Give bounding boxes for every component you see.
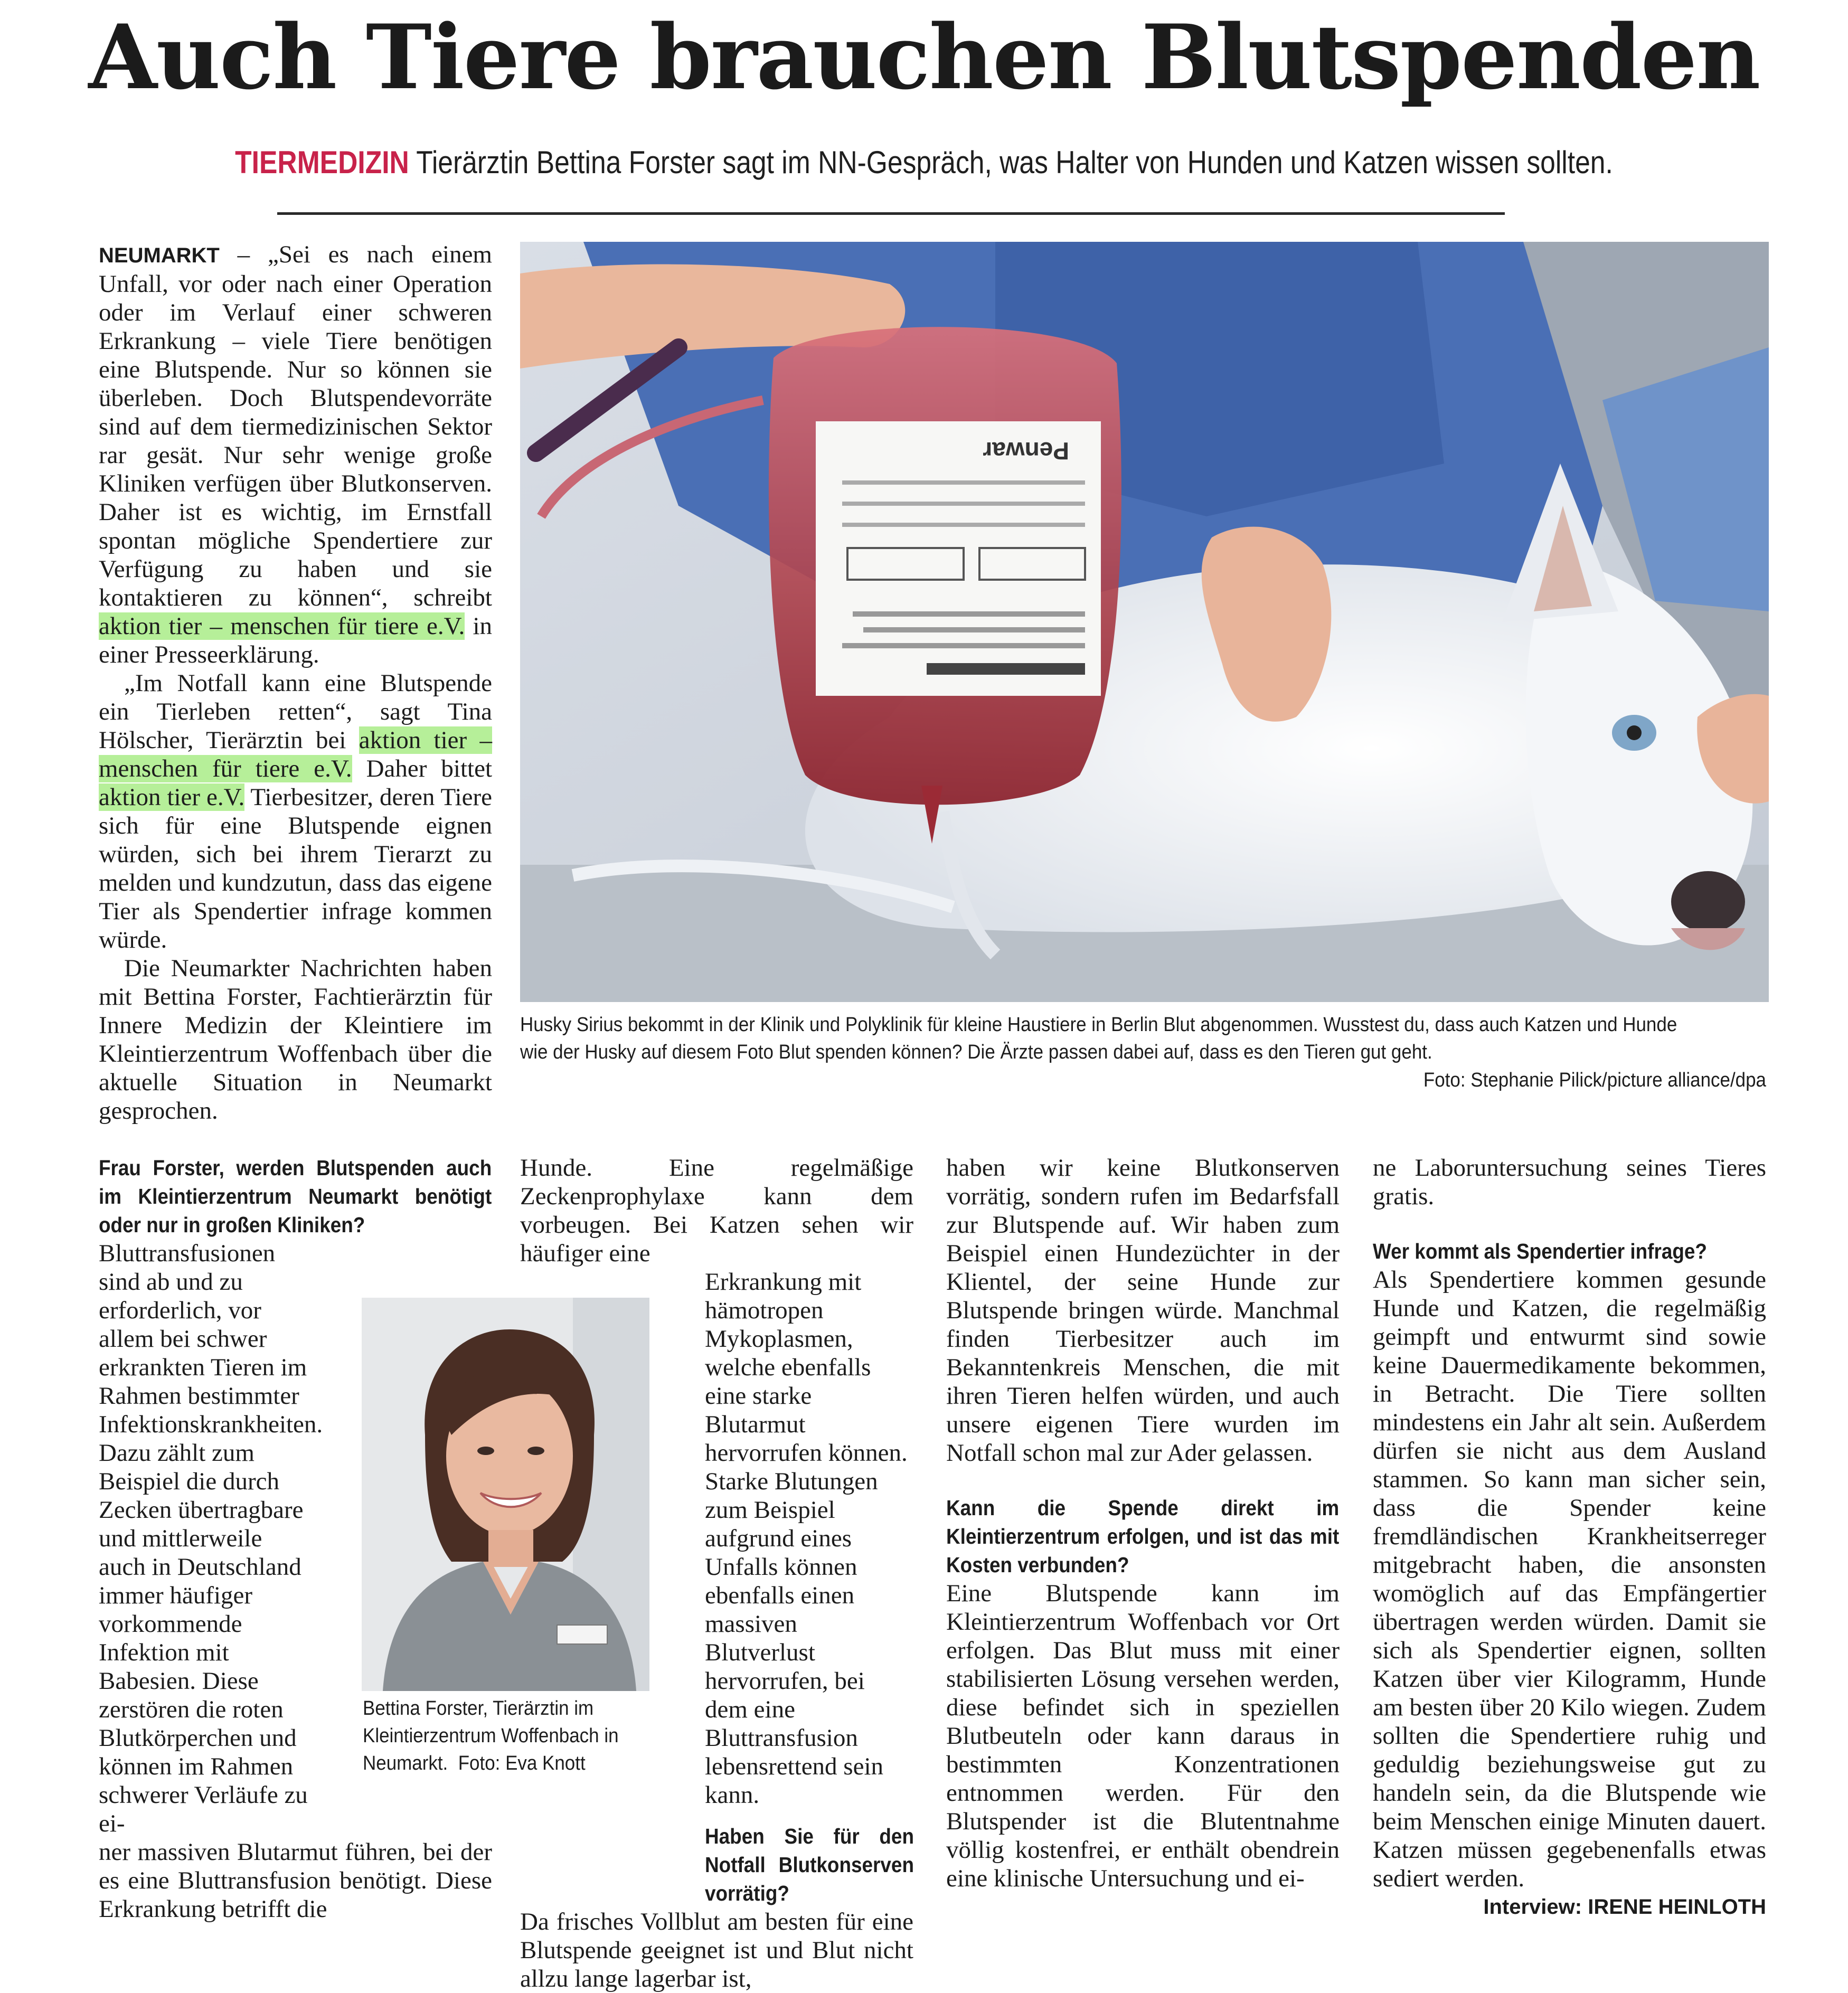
bag-label: Penwar xyxy=(983,437,1069,465)
title-rule xyxy=(277,212,1505,215)
intro-paragraph-3: Die Neumarkter Nachrichten haben mit Bettina Forster, Fachtierärztin für Innere Medizin der Kleintiere im Kleintierzentrum Woffenbach über die aktuelle Situation in Neumarkt gesprochen. xyxy=(99,955,492,1125)
answer-1-col2-wide: Hunde. Eine regelmäßige Zeckenprophylaxe kann dem vorbeugen. Bei Katzen sehen wir häufiger eine xyxy=(520,1154,913,1267)
husky-photo xyxy=(520,242,1769,1002)
photo-caption: Husky Sirius bekommt in der Klinik und Polyklinik für kleine Haustiere in Berlin Blut abgenommen. Wusstest du, dass auch Katzen und Hunde wie der Husky auf diesem Foto Blut spenden können? Die Ärzte passen dabei auf, dass es den Tieren gut geht. xyxy=(520,1014,1677,1063)
subline xyxy=(129,141,1719,184)
kicker: TIERMEDIZIN xyxy=(235,145,409,180)
answer-4: Als Spendertiere kommen gesunde Hunde und Katzen, die regelmäßig geimpft und entwurmt sind sowie keine Dauermedikamente bekommen, in Betracht. Die Tiere sollten mindestens ein Jahr alt sein. Außerdem dürfen sie nicht aus dem Ausland stammen. So kann man sicher sein, dass die Spender keine fremdländischen Krankheitserreger mitgebracht haben, die ansonsten womöglich auf das Empfängertier übertragen werden würden. Damit sie sich als Spendertier eignen, sollten Katzen über vier Kilogramm, Hunde am besten über 20 Kilo wiegen. Zudem sollten die Spendertiere ruhig und geduldig beziehungsweise gut zu handeln sein, da die Blutspende wie beim Menschen einige Minuten dauert. Katzen müssen gegebenenfalls etwas sediert werden. xyxy=(1373,1266,1766,1892)
answer-1-col2-narrow: Erkrankung mit hämotropen Mykoplasmen, welche ebenfalls eine starke Blutarmut hervorrufen können. Starke Blutungen zum Beispiel aufgrund eines Unfalls können ebenfalls einen massiven Blutverlust hervorrufen, bei dem eine Bluttransfusion lebensrettend sein kann. xyxy=(705,1268,908,1809)
answer-3-col4: ne Laboruntersuchung seines Tieres gratis. xyxy=(1373,1154,1766,1210)
interview-column-3 xyxy=(946,1154,1340,1893)
question-4: Wer kommt als Spendertier infrage? xyxy=(1373,1239,1707,1263)
highlight: aktion tier – menschen für tiere e.V. xyxy=(99,612,465,640)
intro-column xyxy=(99,240,492,1125)
dateline: NEUMARKT xyxy=(99,244,220,267)
answer-1-wide: ner massiven Blutarmut führen, bei der es eine Bluttransfusion benötigt. Diese Erkrankung betrifft die xyxy=(99,1838,492,1923)
answer-3-col3: Eine Blutspende kann im Kleintierzentrum Woffenbach vor Ort erfolgen. Das Blut muss mit einer stabilisierten Lösung versehen werden, diese befindet sich in speziellen Blutbeuteln oder kann daraus in bestimmten Konzentrationen entnommen werden. Für den Blutspender ist die Blutentnahme völlig kostenfrei, er enthält obendrein eine klinische Untersuchung und ei- xyxy=(946,1580,1340,1892)
answer-2-col3: haben wir keine Blutkonserven vorrätig, sondern rufen im Bedarfsfall zur Blutspende auf. Wir haben zum Beispiel einen Hundezüchter in der Klientel, der seine Hunde zur Blutspende bringen würde. Manchmal finden Tierbesitzer auch im Bekanntenkreis Menschen, die mit ihren Tieren helfen würden, und auch unsere eigenen Tiere wurden im Notfall schon mal zur Ader gelassen. xyxy=(946,1154,1340,1467)
highlight: aktion tier e.V. xyxy=(99,783,245,811)
portrait-credit: Foto: Eva Knott xyxy=(458,1752,586,1774)
intro-paragraph-2: „Im Notfall kann eine Blutspende ein Tierleben retten“, sagt Tina Hölscher, Tierärztin bei aktion tier – menschen für tiere e.V. Daher bittet aktion tier e.V. Tierbesitzer, deren Tiere sich für eine Blutspende eignen würden, sich bei ihrem Tierarzt zu melden und kundzutun, dass das eigene Tier als Spendertier infrage kommen würde. xyxy=(99,669,493,953)
intro-paragraph-1: NEUMARKT – „Sei es nach einem Unfall, vor oder nach einer Operation oder im Verlauf einer schweren Erkrankung – viele Tiere benötigen eine Blutspende. Nur so können sie überleben. Doch Blutspendevorräte sind auf dem tiermedizinischen Sektor rar gesät. Nur sehr wenige große Kliniken verfügen über Blutkonserven. Daher ist es wichtig, im Ernstfall spontan mögliche Spendertiere zur Verfügung zu haben und sie kontaktieren zu können“, schreibt aktion tier – menschen für tiere e.V. in einer Presseerklärung. xyxy=(99,241,493,668)
headline: Auch Tiere brauchen Blutspenden xyxy=(88,5,1760,109)
question-2: Haben Sie für den Notfall Blutkonserven vorrätig? xyxy=(705,1824,914,1905)
interview-column-4 xyxy=(1373,1154,1766,1921)
interview-column-2 xyxy=(520,1154,913,1993)
question-3: Kann die Spende direkt im Kleintierzentrum erfolgen, und ist das mit Kosten verbunden? xyxy=(946,1496,1340,1577)
portrait-caption: Bettina Forster, Tierärztin im Kleintierzentrum Woffenbach in Neumarkt. Foto: Eva Knott xyxy=(363,1697,619,1774)
highlight: aktion tier – menschen für tiere e.V. xyxy=(99,726,493,782)
subline-text: Tierärztin Bettina Forster sagt im NN-Gespräch, was Halter von Hunden und Katzen wissen sollten. xyxy=(409,145,1613,180)
answer-2-col2: Da frisches Vollblut am besten für eine Blutspende geeignet ist und Blut nicht allzu lange lagerbar ist, xyxy=(520,1908,913,1992)
photo-credit: Foto: Stephanie Pilick/picture alliance/dpa xyxy=(1423,1069,1766,1091)
main-photo xyxy=(520,242,1769,1002)
byline: Interview: IRENE HEINLOTH xyxy=(1483,1895,1766,1919)
question-1: Frau Forster, werden Blutspenden auch im Kleintierzentrum Neumarkt benötigt oder nur in großen Kliniken? xyxy=(99,1156,492,1237)
answer-1-narrow: Bluttransfusionen sind ab und zu erforderlich, vor allem bei schwer erkrankten Tieren im Rahmen bestimmter Infektionskrankheiten. Dazu zählt zum Beispiel die durch Zecken übertragbare und mittlerweile auch in Deutschland immer häufiger vorkommende Infektion mit Babesien. Diese zerstören die roten Blutkörperchen und können im Rahmen schwerer Verläufe zu ei- xyxy=(99,1240,323,1837)
